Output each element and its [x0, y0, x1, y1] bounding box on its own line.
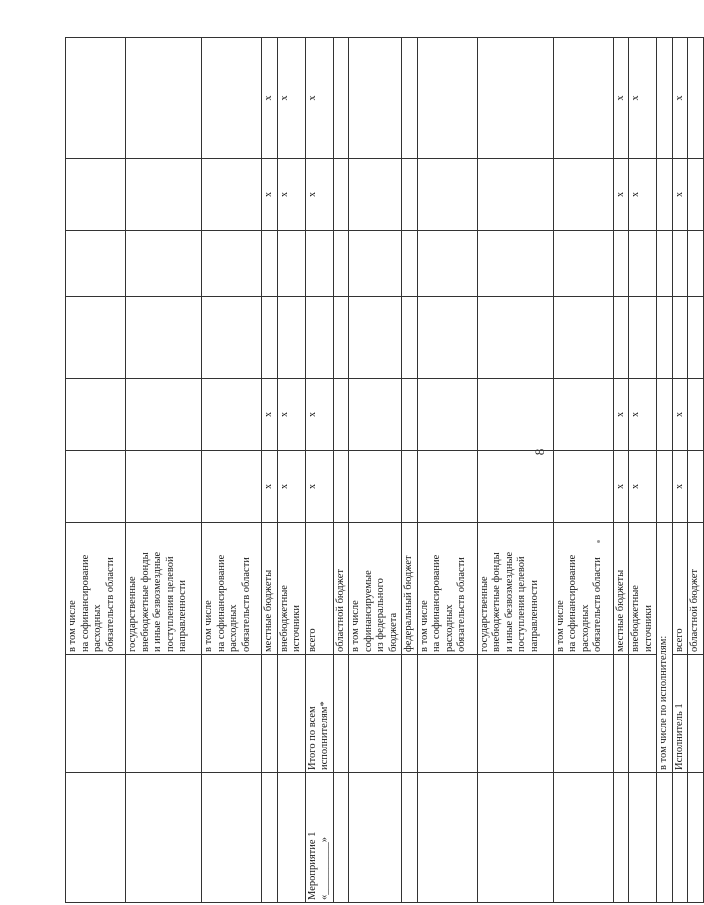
- table-row: [672, 38, 688, 903]
- value-cell: [349, 451, 402, 523]
- source-cell: в том числе на софинансирование расходных обязательств области: [202, 523, 262, 655]
- value-cell: [402, 231, 418, 297]
- value-cell: x: [262, 451, 278, 523]
- source-cell: государственные внебюджетные фонды и иные безвозмездные поступления целевой направленности: [126, 523, 202, 655]
- value-cell: x: [262, 38, 278, 159]
- value-cell: [349, 231, 402, 297]
- executor-cell: [66, 655, 126, 773]
- value-cell: [349, 297, 402, 379]
- value-cell: [657, 379, 673, 451]
- value-cell: [417, 231, 477, 297]
- event-cell: [349, 773, 402, 903]
- executor-cell: [202, 655, 262, 773]
- value-cell: [688, 379, 704, 451]
- value-cell: [672, 297, 688, 379]
- source-cell: местные бюджеты: [613, 523, 629, 655]
- table-row: [262, 38, 278, 903]
- executor-cell: в том числе по исполнителям:: [657, 523, 673, 773]
- value-cell: [66, 231, 126, 297]
- value-cell: [349, 379, 402, 451]
- value-cell: [417, 451, 477, 523]
- executor-cell: [477, 655, 553, 773]
- event-cell: [417, 773, 477, 903]
- value-cell: [333, 379, 349, 451]
- event-cell: [402, 773, 418, 903]
- table-row: [305, 38, 333, 903]
- value-cell: [126, 297, 202, 379]
- source-cell: внебюджетные источники: [277, 523, 305, 655]
- value-cell: [66, 38, 126, 159]
- table-row: [657, 38, 673, 903]
- value-cell: [202, 451, 262, 523]
- value-cell: [305, 231, 333, 297]
- value-cell: [202, 379, 262, 451]
- value-cell: x: [672, 451, 688, 523]
- value-cell: [349, 159, 402, 231]
- executor-cell: [333, 655, 349, 773]
- source-cell: в том числе на софинансирование расходных обязательств области: [553, 523, 613, 655]
- executor-cell: [613, 655, 629, 773]
- value-cell: [402, 451, 418, 523]
- value-cell: [688, 451, 704, 523]
- value-cell: [333, 451, 349, 523]
- value-cell: x: [672, 38, 688, 159]
- value-cell: x: [305, 451, 333, 523]
- value-cell: x: [613, 451, 629, 523]
- value-cell: [477, 231, 553, 297]
- value-cell: [126, 159, 202, 231]
- source-cell: в том числе на софинансирование расходных обязательств области: [66, 523, 126, 655]
- executor-cell: [402, 655, 418, 773]
- value-cell: x: [262, 379, 278, 451]
- value-cell: [417, 379, 477, 451]
- table-row: [66, 38, 126, 903]
- value-cell: [333, 159, 349, 231]
- value-cell: [126, 231, 202, 297]
- value-cell: x: [672, 379, 688, 451]
- value-cell: [417, 38, 477, 159]
- value-cell: [262, 297, 278, 379]
- value-cell: [657, 231, 673, 297]
- value-cell: [553, 297, 613, 379]
- table-row: [349, 38, 402, 903]
- event-cell: [262, 773, 278, 903]
- table-row: [613, 38, 629, 903]
- source-cell: федеральный бюджет: [402, 523, 418, 655]
- event-cell: [202, 773, 262, 903]
- value-cell: x: [672, 159, 688, 231]
- table-row: [688, 38, 704, 903]
- value-cell: [333, 297, 349, 379]
- event-cell: [657, 773, 673, 903]
- event-cell: [613, 773, 629, 903]
- value-cell: x: [277, 38, 305, 159]
- value-cell: [402, 297, 418, 379]
- executor-cell: [553, 655, 613, 773]
- value-cell: [402, 379, 418, 451]
- executor-cell: [349, 655, 402, 773]
- value-cell: x: [277, 379, 305, 451]
- executor-cell: [262, 655, 278, 773]
- executor-cell: [629, 655, 657, 773]
- value-cell: x: [277, 159, 305, 231]
- value-cell: [657, 451, 673, 523]
- value-cell: x: [262, 159, 278, 231]
- value-cell: [657, 297, 673, 379]
- value-cell: [202, 231, 262, 297]
- value-cell: [349, 38, 402, 159]
- value-cell: [202, 38, 262, 159]
- value-cell: [553, 379, 613, 451]
- event-cell: [629, 773, 657, 903]
- value-cell: [477, 159, 553, 231]
- value-cell: [262, 231, 278, 297]
- value-cell: [657, 159, 673, 231]
- value-cell: x: [613, 379, 629, 451]
- event-cell: [688, 773, 704, 903]
- value-cell: [66, 297, 126, 379]
- source-cell: государственные внебюджетные фонды и иные безвозмездные поступления целевой направленности: [477, 523, 553, 655]
- table-row: [417, 38, 477, 903]
- event-cell: [672, 773, 688, 903]
- value-cell: [333, 231, 349, 297]
- value-cell: [553, 231, 613, 297]
- value-cell: [688, 297, 704, 379]
- value-cell: [66, 379, 126, 451]
- table-row: [629, 38, 657, 903]
- value-cell: x: [613, 38, 629, 159]
- event-cell: [277, 773, 305, 903]
- value-cell: [66, 451, 126, 523]
- value-cell: [402, 38, 418, 159]
- value-cell: x: [305, 379, 333, 451]
- value-cell: [66, 159, 126, 231]
- value-cell: [657, 38, 673, 159]
- value-cell: [202, 297, 262, 379]
- value-cell: [333, 38, 349, 159]
- table-row: [277, 38, 305, 903]
- value-cell: [688, 231, 704, 297]
- executor-cell: Исполнитель 1: [672, 655, 688, 773]
- event-cell: Мероприятие 1 «__________»: [305, 773, 333, 903]
- table-row: [126, 38, 202, 903]
- page-number: 8: [532, 448, 547, 456]
- value-cell: [629, 297, 657, 379]
- value-cell: [672, 231, 688, 297]
- event-cell: [553, 773, 613, 903]
- source-cell: областной бюджет: [688, 523, 704, 655]
- value-cell: [417, 297, 477, 379]
- source-cell: в том числе софинансируемые из федерального бюджета: [349, 523, 402, 655]
- value-cell: [277, 231, 305, 297]
- source-cell: всего: [305, 523, 333, 655]
- event-cell: [333, 773, 349, 903]
- value-cell: [417, 159, 477, 231]
- value-cell: x: [629, 451, 657, 523]
- executor-cell: [126, 655, 202, 773]
- value-cell: [126, 451, 202, 523]
- value-cell: x: [613, 159, 629, 231]
- executor-cell: [417, 655, 477, 773]
- executor-cell: [277, 655, 305, 773]
- event-cell: [477, 773, 553, 903]
- value-cell: [553, 451, 613, 523]
- source-cell: внебюджетные источники: [629, 523, 657, 655]
- value-cell: x: [305, 38, 333, 159]
- source-cell: местные бюджеты: [262, 523, 278, 655]
- table-row: [402, 38, 418, 903]
- value-cell: [553, 159, 613, 231]
- value-cell: [613, 297, 629, 379]
- value-cell: [477, 379, 553, 451]
- rotated-table-container: [65, 38, 700, 903]
- value-cell: [477, 38, 553, 159]
- value-cell: [477, 297, 553, 379]
- table-row: [553, 38, 613, 903]
- event-cell: [66, 773, 126, 903]
- value-cell: [553, 38, 613, 159]
- value-cell: [629, 231, 657, 297]
- source-cell: всего: [672, 523, 688, 655]
- value-cell: [202, 159, 262, 231]
- event-cell: [126, 773, 202, 903]
- value-cell: x: [277, 451, 305, 523]
- value-cell: x: [629, 159, 657, 231]
- value-cell: [126, 38, 202, 159]
- table-row: [477, 38, 553, 903]
- table-row: [202, 38, 262, 903]
- table-row: [333, 38, 349, 903]
- scan-dot: [597, 540, 600, 543]
- value-cell: [126, 379, 202, 451]
- executor-cell: [688, 655, 704, 773]
- financing-table: [65, 37, 704, 903]
- value-cell: [688, 159, 704, 231]
- value-cell: x: [629, 38, 657, 159]
- source-cell: областной бюджет: [333, 523, 349, 655]
- value-cell: [477, 448, 553, 523]
- value-cell: x: [629, 379, 657, 451]
- value-cell: [688, 38, 704, 159]
- value-cell: x: [305, 159, 333, 231]
- value-cell: [277, 297, 305, 379]
- value-cell: [613, 231, 629, 297]
- source-cell: в том числе на софинансирование расходных обязательств области: [417, 523, 477, 655]
- value-cell: [402, 159, 418, 231]
- executor-cell: Итого по всем исполнителям*: [305, 655, 333, 773]
- value-cell: [305, 297, 333, 379]
